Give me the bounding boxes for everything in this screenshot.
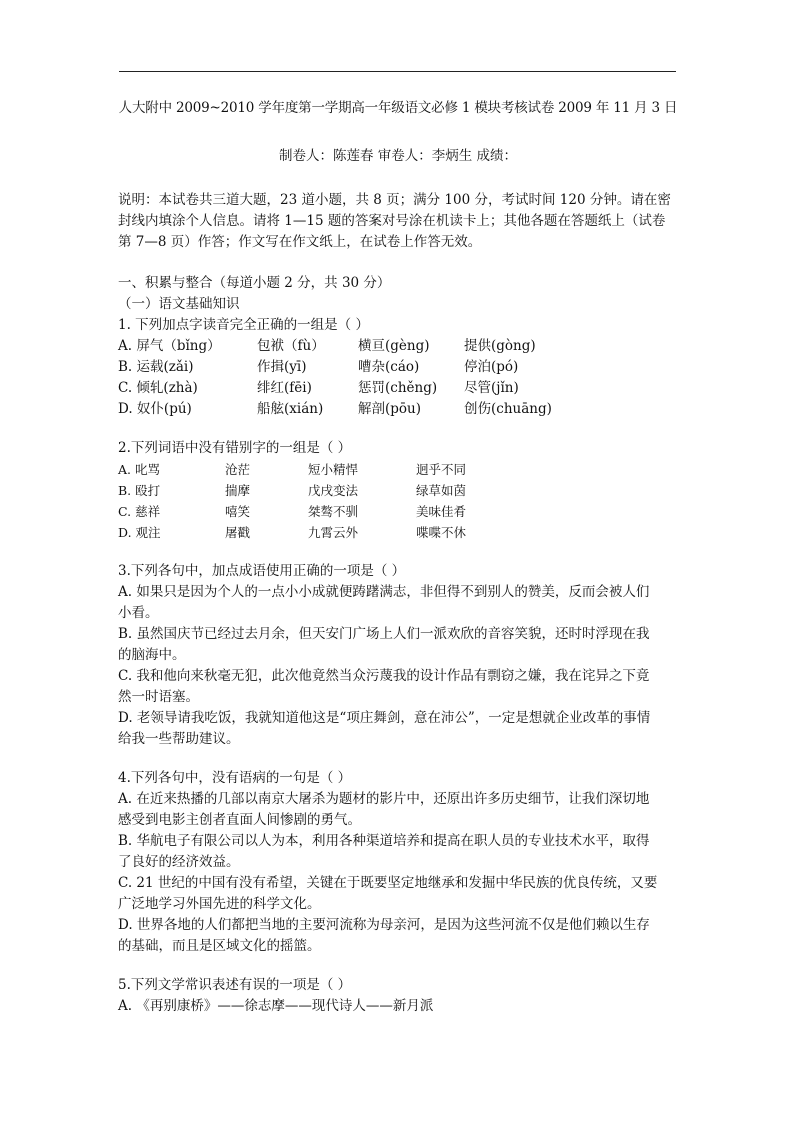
option-row-a <box>118 336 678 357</box>
option-row-d <box>118 399 678 420</box>
question-1 <box>118 315 678 420</box>
option-cell: 九霄云外 <box>308 525 359 540</box>
option-cell: D. 奴仆(pú) <box>118 401 192 417</box>
question-stem: 5.下列文学常识表述有误的一项是（ ） <box>118 977 352 993</box>
option-cell: A. 叱骂 <box>118 462 160 477</box>
question-text-line: 的基础，而且是区域文化的摇篮。 <box>118 938 321 954</box>
section-subheading: （一）语文基础知识 <box>118 296 240 312</box>
option-cell: 屠戳 <box>225 525 251 540</box>
question-4 <box>118 768 678 957</box>
option-cell: 作揖(yī) <box>257 359 307 375</box>
section-heading: 一、积累与整合（每道小题 2 分，共 30 分） <box>118 275 391 291</box>
option-cell: 绿草如茵 <box>416 483 467 498</box>
option-cell: 揣摩 <box>225 483 251 498</box>
instructions <box>118 190 678 253</box>
instructions-line: 说明：本试卷共三道大题，23 道小题，共 8 页；满分 100 分，考试时间 120 分钟。请在密 <box>118 192 671 208</box>
option-cell: A. 屏气（bǐng） <box>118 338 221 354</box>
option-cell: 提供(gòng) <box>464 338 536 354</box>
option-cell: 尽管(jǐn) <box>464 380 519 396</box>
option-row-a <box>118 459 678 480</box>
question-text-line: 然一时语塞。 <box>118 689 199 705</box>
question-text-line: 小看。 <box>118 605 159 621</box>
option-cell: 惩罚(chěng) <box>358 380 438 396</box>
option-cell: 喋喋不休 <box>416 525 467 540</box>
question-text-line: A. 《再别康桥》——徐志摩——现代诗人——新月派 <box>118 998 434 1014</box>
option-cell: 嘻笑 <box>225 504 251 519</box>
question-text-line: A. 在近来热播的几部以南京大屠杀为题材的影片中，还原出许多历史细节，让我们深切地 <box>118 791 650 807</box>
option-cell: 桀骜不驯 <box>308 504 359 519</box>
question-stem: 2.下列词语中没有错别字的一组是（ ） <box>118 440 352 456</box>
option-row-c <box>118 501 678 522</box>
option-row-b <box>118 357 678 378</box>
option-row-b <box>118 480 678 501</box>
question-text-line: 感受到电影主创者直面人间惨剧的勇气。 <box>118 812 361 828</box>
question-5 <box>118 975 678 1017</box>
question-stem: 3.下列各句中，加点成语使用正确的一项是（ ） <box>118 563 406 579</box>
option-cell: 沧茫 <box>225 462 251 477</box>
section-one <box>118 273 678 315</box>
option-cell: B. 殴打 <box>118 483 161 498</box>
option-cell: 戊戌变法 <box>308 483 359 498</box>
option-row-c <box>118 378 678 399</box>
question-text-line: A. 如果只是因为个人的一点小小成就便踌躇满志，非但得不到别人的赞美，反而会被人们 <box>118 584 650 600</box>
header-rule <box>119 71 676 72</box>
question-3 <box>118 561 678 750</box>
question-text-line: 广泛地学习外国先进的科学文化。 <box>118 896 321 912</box>
question-text-line: D. 世界各地的人们都把当地的主要河流称为母亲河，是因为这些河流不仅是他们赖以生存 <box>118 917 650 933</box>
option-cell: 绯红(fēi) <box>257 380 312 396</box>
option-cell: C. 慈祥 <box>118 504 161 519</box>
option-cell: 包袱（fù） <box>257 338 325 354</box>
option-row-d <box>118 522 678 543</box>
option-cell: 美味佳肴 <box>416 504 467 519</box>
option-cell: B. 运载(zǎi) <box>118 359 194 375</box>
option-cell: 横亘(gèng) <box>358 338 430 354</box>
option-cell: 迥乎不同 <box>416 462 467 477</box>
option-cell: 嘈杂(cáo) <box>358 359 420 375</box>
exam-document <box>118 96 678 1017</box>
option-cell: 短小精悍 <box>308 462 359 477</box>
option-cell: D. 观注 <box>118 525 161 540</box>
question-text-line: D. 老领导请我吃饭，我就知道他这是“项庄舞剑，意在沛公”，一定是想就企业改革的事情 <box>118 710 651 726</box>
option-cell: 解剖(pōu) <box>358 401 421 417</box>
question-stem: 1. 下列加点字读音完全正确的一组是（ ） <box>118 317 369 333</box>
option-cell: 停泊(pó) <box>464 359 519 375</box>
question-text-line: C. 我和他向来秋毫无犯，此次他竟然当众污蔑我的设计作品有剽窃之嫌，我在诧异之下竟 <box>118 668 650 684</box>
option-cell: 创伤(chuāng) <box>464 401 552 417</box>
option-cell: 船舷(xián) <box>257 401 324 417</box>
question-text-line: C. 21 世纪的中国有没有希望，关键在于既要坚定地继承和发掘中华民族的优良传统，又要 <box>118 875 658 891</box>
question-text-line: 给我一些帮助建议。 <box>118 731 240 747</box>
instructions-line: 封线内填涂个人信息。请将 1—15 题的答案对号涂在机读卡上；其他各题在答题纸上（试卷 <box>118 213 666 229</box>
question-text-line: 的脑海中。 <box>118 647 186 663</box>
question-text-line: B. 华航电子有限公司以人为本，利用各种渠道培养和提高在职人员的专业技术水平，取得 <box>118 833 650 849</box>
exam-makers: 制卷人：陈莲春 审卷人：李炳生 成绩： <box>278 148 518 164</box>
exam-title: 人大附中 2009~2010 学年度第一学期高一年级语文必修 1 模块考核试卷 2009 年 11 月 3 日 <box>118 100 678 116</box>
question-text-line: 了良好的经济效益。 <box>118 854 240 870</box>
instructions-line: 第 7—8 页）作答；作文写在作文纸上，在试卷上作答无效。 <box>118 234 482 250</box>
question-2 <box>118 438 678 543</box>
option-cell: C. 倾轧(zhà) <box>118 380 198 396</box>
question-stem: 4.下列各句中，没有语病的一句是（ ） <box>118 770 352 786</box>
question-text-line: B. 虽然国庆节已经过去月余，但天安门广场上人们一派欢欣的音容笑貌，还时时浮现在我 <box>118 626 650 642</box>
